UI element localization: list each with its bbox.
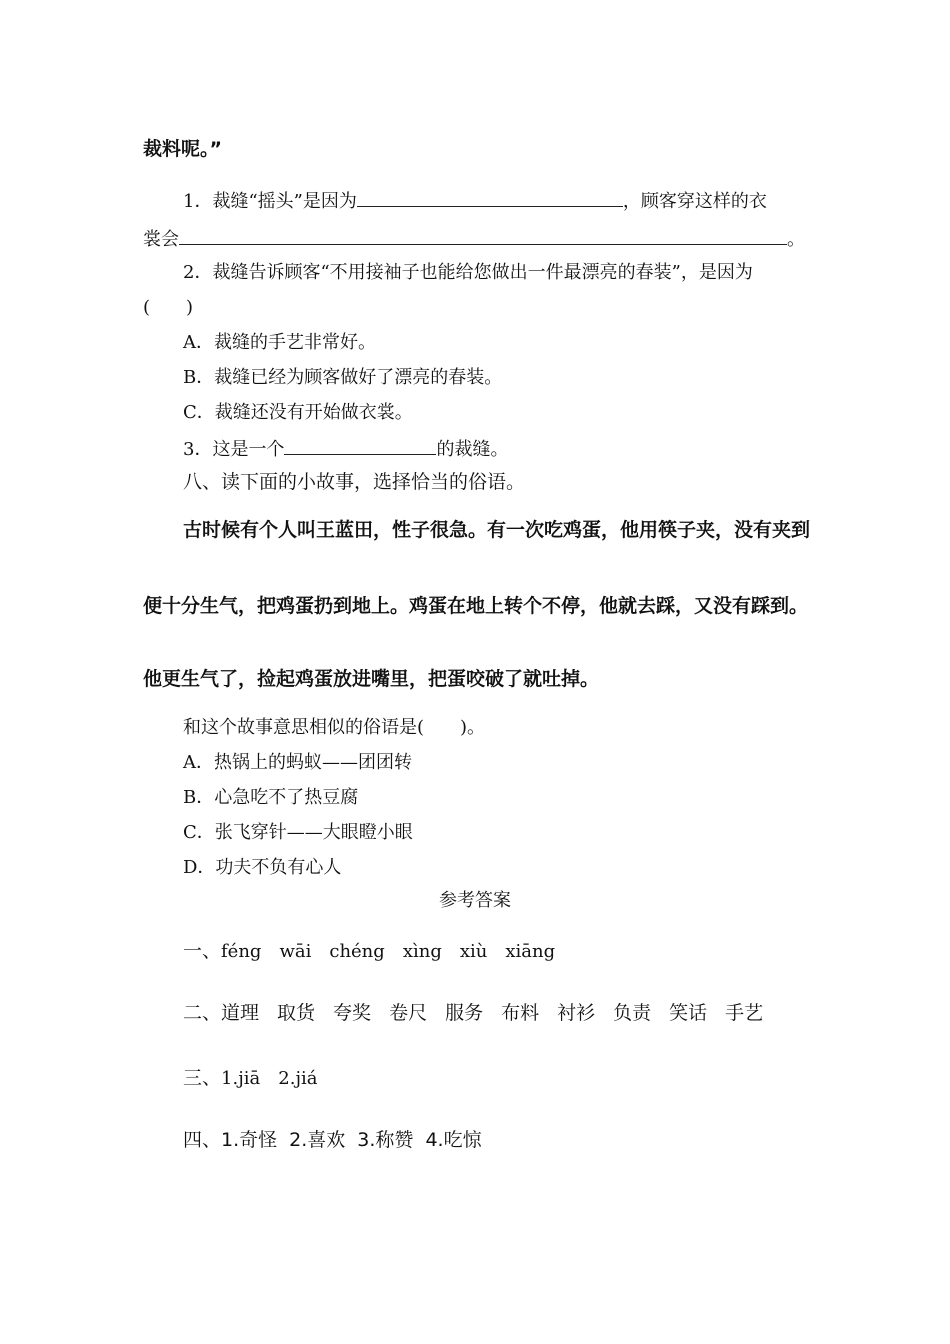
section-8-option-d: D．功夫不负有心人	[183, 857, 342, 878]
answer-2-item: 卷尺	[389, 1002, 428, 1024]
answer-4-item: 1.奇怪	[221, 1129, 278, 1151]
answer-3-item: 1.jiā	[221, 1068, 261, 1089]
answer-2-item: 道理	[221, 1002, 260, 1024]
answer-1-item: wāi	[279, 941, 312, 962]
answer-2-item: 笑话	[669, 1002, 708, 1024]
passage-end: 裁料呢。”	[143, 138, 222, 160]
question-2-option-c: C．裁缝还没有开始做衣裳。	[183, 402, 413, 423]
answer-4-label: 四、	[183, 1129, 222, 1151]
question-2-text: 2．裁缝告诉顾客“不用接袖子也能给您做出一件最漂亮的春装”，是因为	[183, 262, 753, 283]
answer-3-label: 三、	[183, 1067, 222, 1089]
answer-2-item: 布料	[501, 1002, 540, 1024]
story-line-3: 他更生气了，捡起鸡蛋放进嘴里，把蛋咬破了就吐掉。	[143, 668, 600, 690]
answer-4-item: 4.吃惊	[425, 1129, 482, 1151]
story-line-1: 古时候有个人叫王蓝田，性子很急。有一次吃鸡蛋，他用筷子夹，没有夹到	[183, 519, 811, 541]
answer-2-item: 取货	[277, 1002, 316, 1024]
section-8-question: 和这个故事意思相似的俗语是( )。	[183, 717, 486, 738]
answer-1-label: 一、	[183, 940, 222, 962]
answer-row-2	[183, 1001, 763, 1025]
answer-blank[interactable]	[179, 226, 787, 245]
section-8-option-c: C．张飞穿针——大眼瞪小眼	[183, 822, 413, 843]
question-2-option-b: B．裁缝已经为顾客做好了漂亮的春装。	[183, 367, 503, 388]
question-1-text-cont2: 裳会	[143, 229, 179, 250]
question-2-option-a: A．裁缝的手艺非常好。	[183, 332, 376, 353]
answer-3-item: 2.jiá	[278, 1068, 318, 1089]
answer-1-item: xiāng	[505, 941, 556, 962]
answer-blank[interactable]	[284, 436, 436, 455]
answer-2-item: 手艺	[725, 1002, 764, 1024]
story-line-2: 便十分生气，把鸡蛋扔到地上。鸡蛋在地上转个不停，他就去踩，又没有踩到。	[143, 595, 809, 617]
question-3-text: 3．这是一个	[183, 439, 285, 460]
answer-row-3	[183, 1066, 318, 1091]
section-8-option-b: B．心急吃不了热豆腐	[183, 787, 359, 808]
answer-1-item: xiù	[459, 941, 488, 962]
question-2-paren: ( )	[143, 297, 194, 318]
answer-1-item: féng	[221, 941, 262, 962]
question-1-text-cont: ，顾客穿这样的衣	[622, 191, 767, 212]
answer-2-item: 服务	[445, 1002, 484, 1024]
answer-1-item: xìng	[402, 941, 442, 962]
question-1-line1	[183, 188, 767, 214]
section-8-option-a: A．热锅上的蚂蚁——团团转	[183, 752, 412, 773]
question-3	[183, 436, 508, 462]
answers-title: 参考答案	[439, 890, 511, 911]
question-3-end: 的裁缝。	[436, 439, 509, 460]
question-1-text: 1．裁缝“摇头”是因为	[183, 191, 357, 212]
question-1-line2	[143, 226, 805, 252]
answer-blank[interactable]	[357, 188, 623, 207]
answer-2-item: 负责	[613, 1002, 652, 1024]
answer-4-item: 2.喜欢	[289, 1129, 346, 1151]
answer-2-item: 夸奖	[333, 1002, 372, 1024]
answer-row-1	[183, 939, 555, 964]
question-1-end: 。	[787, 229, 805, 250]
answer-2-item: 衬衫	[557, 1002, 596, 1024]
answer-4-item: 3.称赞	[357, 1129, 414, 1151]
answer-2-label: 二、	[183, 1002, 222, 1024]
answer-1-item: chéng	[329, 941, 385, 962]
section-8-heading: 八、读下面的小故事，选择恰当的俗语。	[183, 471, 526, 493]
answer-row-4	[183, 1128, 482, 1153]
